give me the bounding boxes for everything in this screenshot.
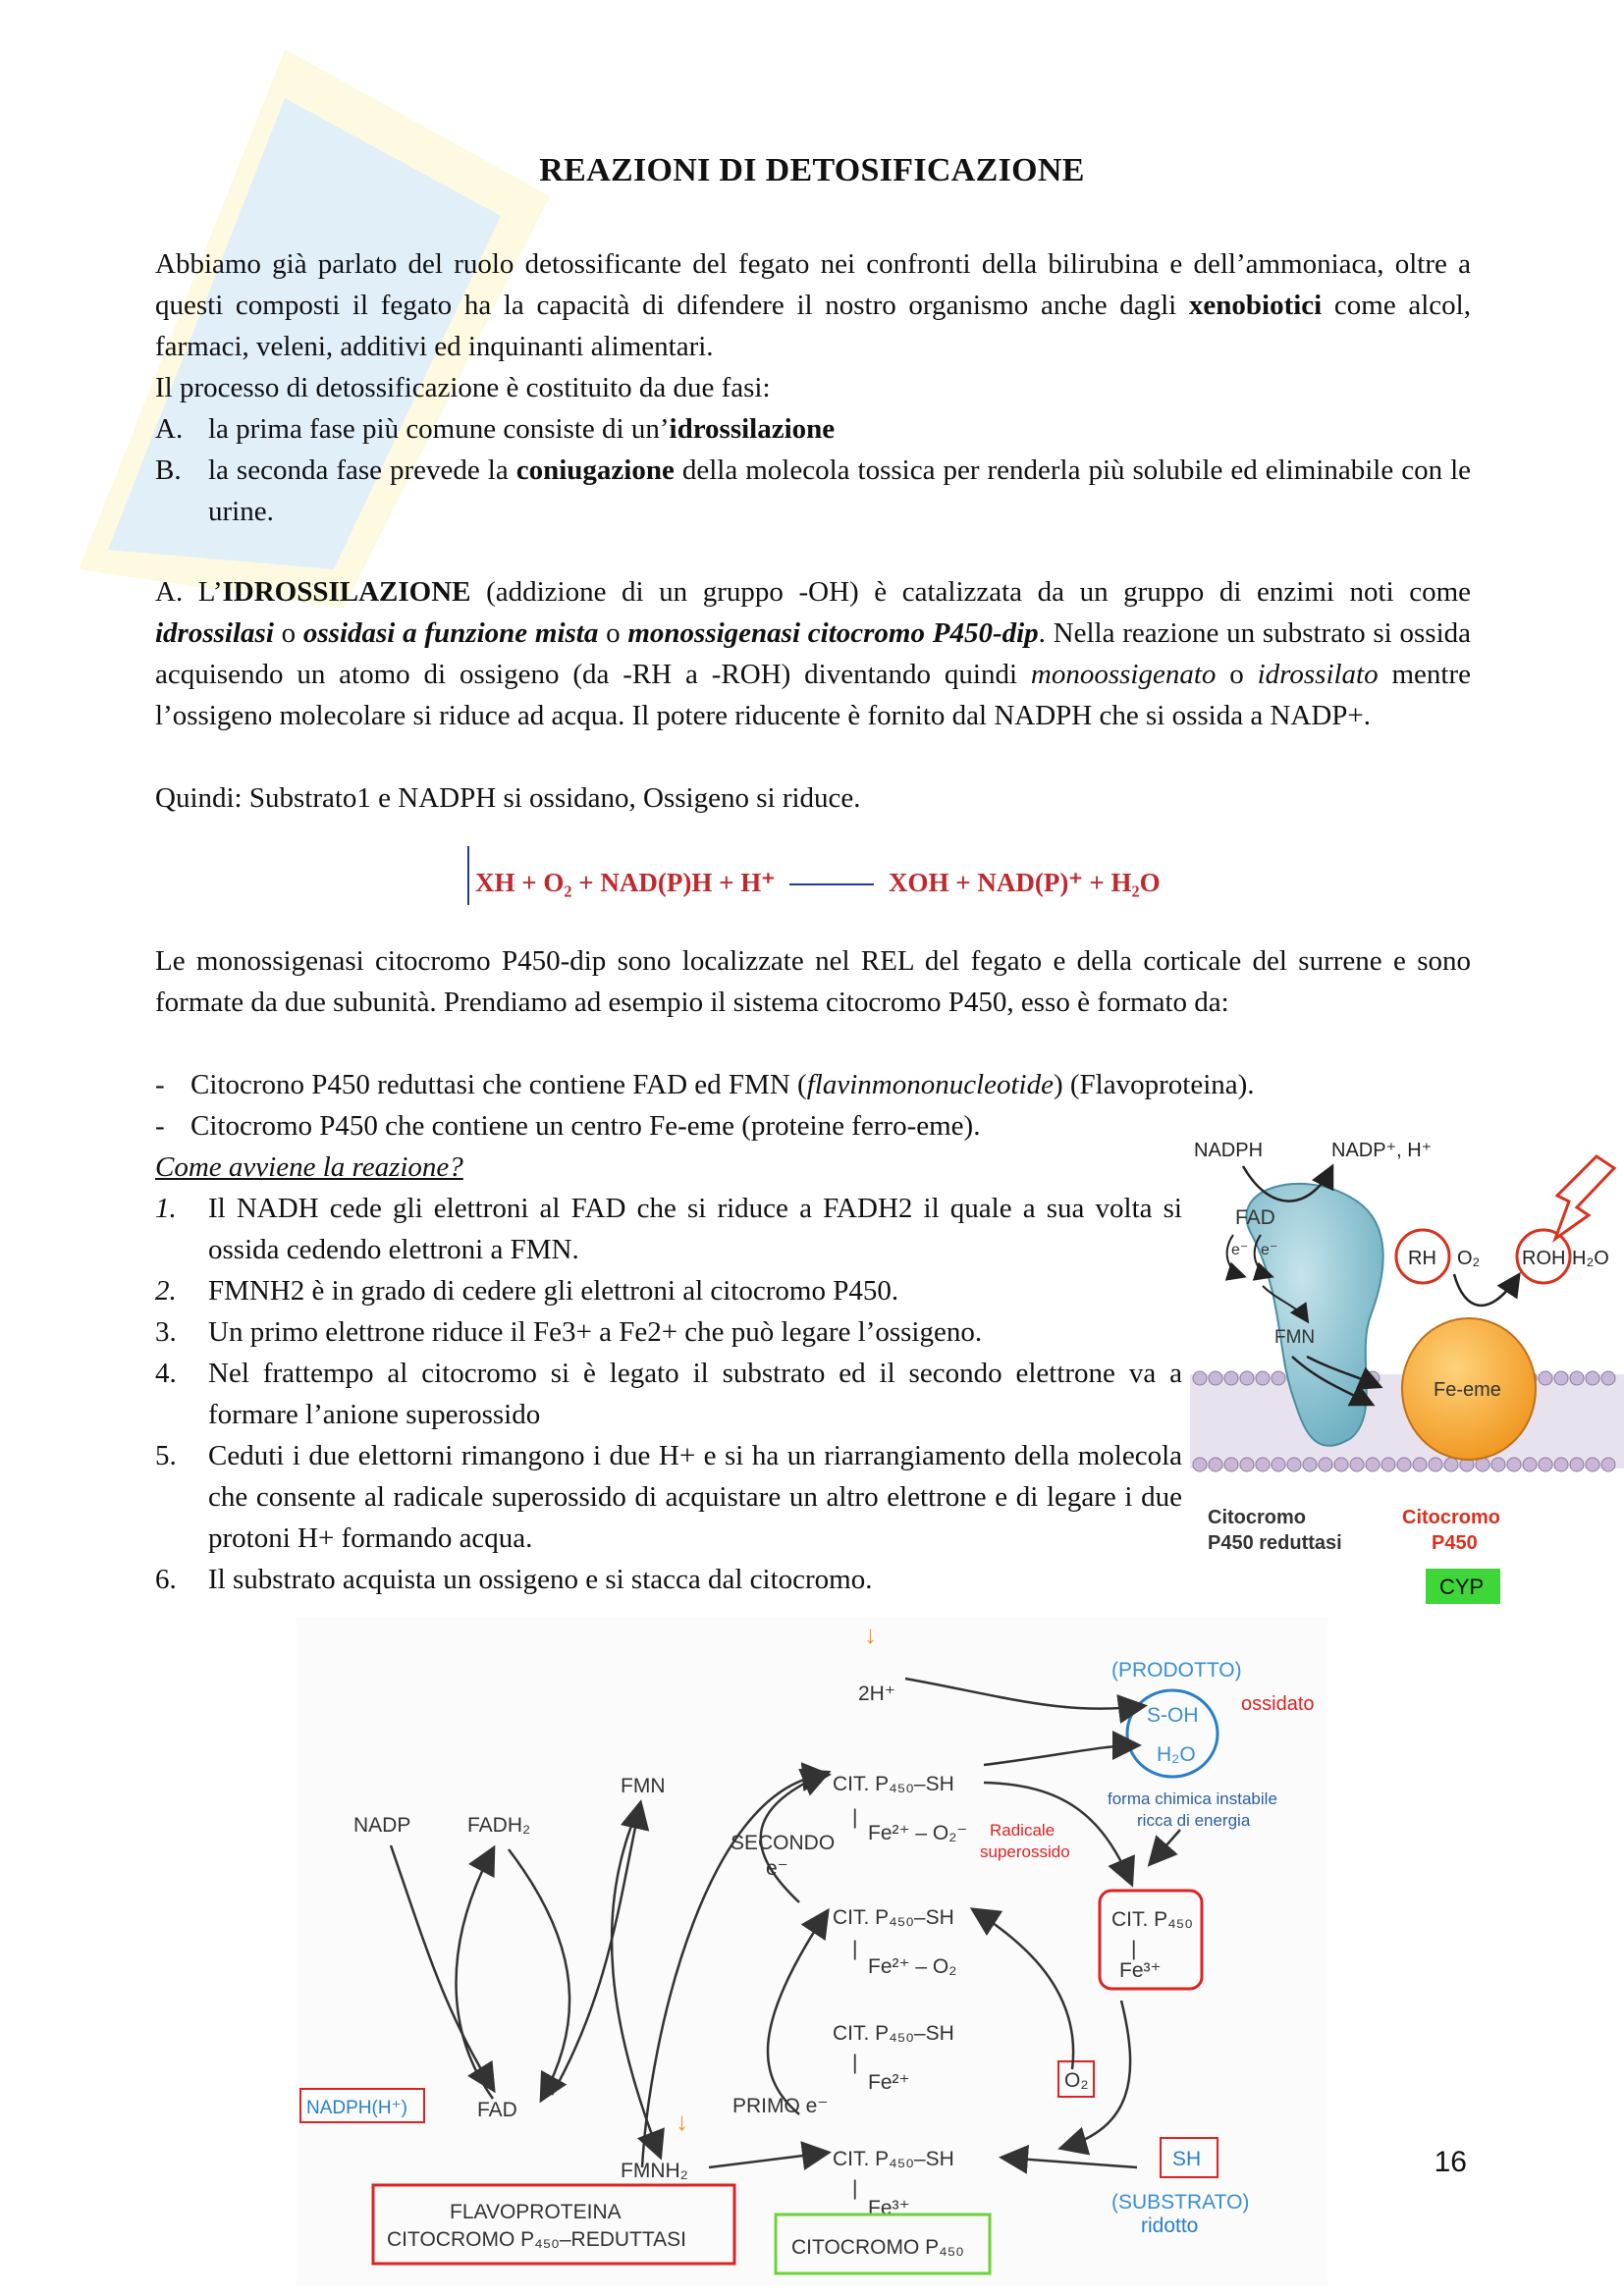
first-electron-label: PRIMO e⁻ (732, 2095, 829, 2117)
svg-text:|: | (852, 1938, 858, 1960)
roh-label: ROH (1522, 1248, 1566, 1269)
reduced-label: ridotto (1141, 2215, 1199, 2237)
substrate-label: (SUBSTRATO) (1111, 2191, 1250, 2214)
step-text: FMNH2 è in grado di cedere gli elettroni al citocromo P450. (208, 1275, 899, 1307)
reductase-caption: Citocromo (1208, 1507, 1306, 1528)
protons-label: 2H⁺ (858, 1682, 895, 1705)
cit-p450-sh: CIT. P₄₅₀–SH (833, 1906, 954, 1929)
cyp-label: CYP (1439, 1575, 1485, 1599)
pointer-arrow-icon (1555, 1156, 1614, 1239)
substrate-sh-label: SH (1172, 2148, 1202, 2170)
fe-o2-superoxide: Fe²⁺ – O₂⁻ (868, 1822, 968, 1844)
step-text: Un primo elettrone riduce il Fe3+ a Fe2+ che può legare l’ossigeno. (208, 1316, 983, 1348)
fmn-label: FMN (621, 1775, 666, 1797)
electron-label: e⁻ (1261, 1242, 1278, 1258)
fe3-label: Fe³⁺ (1119, 1959, 1162, 1982)
reaction-arrow (1454, 1274, 1518, 1306)
oxidized-label: ossidato (1241, 1693, 1315, 1715)
intro-paragraph: Abbiamo già parlato del ruolo detossificante del fegato nei confronti della bilirubina e dell’ammoniaca, oltre a questi composti il fegato ha la capacità di difendere il nostro organismo anche dagli xenobiotici come alcol, farmaci, veleni, additivi ed inquinanti alimentari. (155, 248, 1471, 362)
second-electron-label: SECONDO (731, 1832, 836, 1854)
fe-eme-label: Fe-eme (1434, 1379, 1501, 1401)
nadph-label: NADPH(H⁺) (306, 2098, 407, 2118)
rh-label: RH (1408, 1248, 1436, 1269)
svg-text:|: | (852, 1806, 858, 1829)
svg-text:|: | (1131, 1938, 1137, 1960)
h2o-label: H₂O (1157, 1743, 1196, 1766)
phase-b-text: la seconda fase prevede la coniugazione della molecola tossica per renderla più solubile ed eliminabile con le urine. (208, 454, 1471, 527)
product-label: (PRODOTTO) (1111, 1659, 1242, 1682)
fmn-label: FMN (1274, 1327, 1316, 1348)
o2-label: O₂ (1457, 1248, 1481, 1269)
p450-system-figure (1184, 1129, 1624, 1610)
page-title: REAZIONI DI DETOSIFICAZIONE (539, 152, 1085, 188)
radical-label: superossido (980, 1842, 1070, 1861)
electron-label: e⁻ (1231, 1242, 1249, 1258)
step-text: Il substrato acquista un ossigeno e si stacca dal citocromo. (208, 1564, 873, 1595)
o2-label: O₂ (1064, 2069, 1089, 2092)
step-text: Nel frattempo al citocromo si è legato il substrato ed il secondo elettrone va a formare l’anione superossido (208, 1358, 1182, 1430)
fe2-label: Fe²⁺ (868, 2071, 910, 2094)
phase-a-text: la prima fase più comune consiste di un’idrossilazione (208, 413, 836, 445)
cit-p450-sh: CIT. P₄₅₀–SH (833, 1773, 954, 1795)
svg-text:|: | (852, 2177, 858, 2200)
nadp-label: NADP⁺, H⁺ (1331, 1140, 1433, 1161)
fe-o2: Fe²⁺ – O₂ (868, 1955, 957, 1978)
p450-caption: Citocromo (1402, 1507, 1500, 1528)
phases-intro: Il processo di detossificazione è costituito da due fasi: (155, 372, 771, 403)
monooxygenase-paragraph: Le monossigenasi citocromo P450-dip sono localizzate nel REL del fegato e della corticale del surrene e sono formate da due subunità. Prendiamo ad esempio il sistema citocromo P450, esso è formato da: (155, 945, 1471, 1018)
step-number: 1. (155, 1193, 177, 1224)
reductase-label: CITOCROMO P₄₅₀–REDUTTASI (387, 2228, 686, 2251)
step-number: 2. (155, 1275, 177, 1307)
unstable-form-label: forma chimica instabile (1108, 1789, 1277, 1808)
fe3-label: Fe³⁺ (868, 2197, 910, 2219)
phase-b-label: B. (155, 454, 182, 486)
dash-2: - (155, 1110, 165, 1142)
cit-p450-sh: CIT. P₄₅₀–SH (833, 2022, 954, 2045)
unstable-form-label: ricca di energia (1137, 1811, 1251, 1830)
step-text: Ceduti i due elettorni rimangono i due H+ e si ha un riarrangiamento della molecola che consente al radicale superossido di acquistare un altro elettrone e di legare i due protoni H+ formando acqua. (208, 1440, 1182, 1554)
p450-cycle-figure (297, 1618, 1327, 2285)
cit-p450-oxidized: CIT. P₄₅₀ (1111, 1908, 1193, 1931)
fad-label: FAD (1235, 1206, 1275, 1229)
component-reductase: Citocrono P450 reduttasi che contiene FAD ed FMN (flavinmononucleotide) (Flavoproteina). (190, 1069, 1255, 1100)
reaction-equation: XH + O₂ + NAD(P)H + H⁺ XOH + NAD(P)⁺ + H₂O (475, 868, 1161, 897)
fad-label: FAD (477, 2099, 517, 2121)
radical-label: Radicale (990, 1821, 1056, 1840)
phase-a-label: A. (155, 413, 184, 445)
step-number: 4. (155, 1358, 177, 1389)
h2o-label: H₂O (1572, 1248, 1609, 1269)
step-number: 3. (155, 1316, 177, 1348)
svg-text:↓: ↓ (676, 2107, 688, 2136)
electron-label: e⁻ (766, 1857, 788, 1880)
p450-caption: P450 (1432, 1532, 1478, 1554)
reductase-caption: P450 reduttasi (1208, 1532, 1342, 1554)
hydroxylation-paragraph: A. L’IDROSSILAZIONE (addizione di un gruppo -OH) è catalizzata da un gruppo di enzimi noti come idrossilasi o ossidasi a funzione mista o monossigenasi citocromo P450-dip. Nella reazione un substrato si ossida acquisendo un atomo di ossigeno (da -RH a -ROH) diventando quindi monoossigenato o idrossilato mentre l’ossigeno molecolare si riduce ad acqua. Il potere riducente è fornito dal NADPH che si ossida a NADP+. (155, 576, 1472, 731)
fadh2-label: FADH₂ (467, 1814, 531, 1837)
step-number: 6. (155, 1564, 177, 1595)
step-text: Il NADH cede gli elettroni al FAD che si riduce a FADH2 il quale a sua volta si ossida cedendo elettroni a FMN. (208, 1193, 1182, 1265)
fmnh2-label: FMNH₂ (621, 2160, 688, 2182)
page-number: 16 (1434, 2146, 1467, 2178)
component-p450: Citocromo P450 che contiene un centro Fe-eme (proteine ferro-eme). (190, 1110, 981, 1142)
dash-1: - (155, 1069, 165, 1100)
cytochrome-label: CITOCROMO P₄₅₀ (791, 2236, 964, 2259)
svg-text:|: | (852, 2052, 858, 2074)
nadph-label: NADPH (1194, 1140, 1264, 1161)
summary-line: Quindi: Substrato1 e NADPH si ossidano, Ossigeno si riduce. (155, 782, 861, 814)
equation-bar (467, 846, 469, 905)
step-number: 5. (155, 1440, 177, 1471)
svg-text:↓: ↓ (864, 1620, 877, 1649)
flavoprotein-label: FLAVOPROTEINA (450, 2201, 622, 2223)
how-heading: Come avviene la reazione? (155, 1151, 463, 1183)
cit-p450-sh: CIT. P₄₅₀–SH (833, 2148, 954, 2170)
nadp-label: NADP (353, 1814, 411, 1837)
soh-label: S-OH (1147, 1704, 1199, 1727)
